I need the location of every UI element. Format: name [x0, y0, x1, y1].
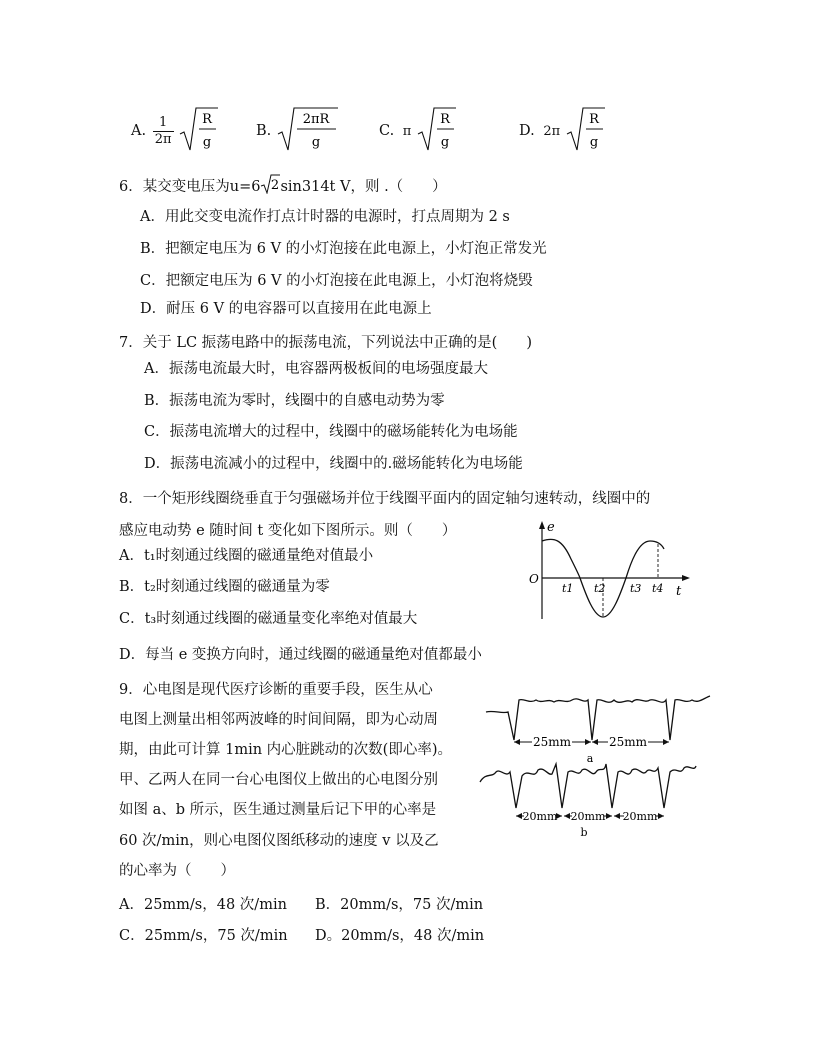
q9-line-7: 的心率为（ ）	[119, 863, 235, 879]
q7-option-a: A．振荡电流最大时，电容器两极板间的电场强度最大	[144, 361, 488, 377]
q7-option-d: D．振荡电流减小的过程中，线圈中的.磁场能转化为电场能	[144, 456, 523, 472]
radical-sign-icon	[276, 106, 340, 152]
fraction-numerator: 1	[153, 115, 174, 132]
q8-option-b: B．t₂时刻通过线圈的磁通量为零	[119, 579, 330, 595]
ecg-b-spacing-label: 20mm	[622, 810, 658, 823]
fraction	[153, 115, 174, 148]
q7-option-c: C．振荡电流增大的过程中，线圈中的磁场能转化为电场能	[144, 424, 518, 440]
q7-stem: 7．关于 LC 振荡电路中的振荡电流，下列说法中正确的是( )	[119, 335, 532, 351]
q6-option-a: A．用此交变电流作打点计时器的电源时，打点周期为 2 s	[140, 209, 510, 225]
ecg-b-spacing-label: 20mm	[570, 810, 606, 823]
radical-denominator: g	[589, 135, 598, 150]
q5-option-d	[519, 106, 605, 156]
q5-option-a	[131, 106, 218, 156]
ecg-a-caption: a	[586, 752, 594, 765]
q9-line-4: 甲、乙两人在同一台心电图仪上做出的心电图分别	[119, 772, 438, 788]
q9-line-6: 60 次/min，则心电图仪图纸移动的速度 v 以及乙	[119, 833, 439, 849]
q9-line-1: 9．心电图是现代医疗诊断的重要手段，医生从心	[119, 682, 433, 698]
q9-line-2: 电图上测量出相邻两波峰的时间间隔，即为心动周	[119, 712, 438, 728]
radical-value: 2	[271, 178, 280, 193]
q6-option-b: B．把额定电压为 6 V 的小灯泡接在此电源上，小灯泡正常发光	[140, 241, 547, 257]
radical-denominator: g	[202, 135, 212, 150]
radical-sign-icon	[416, 106, 456, 152]
coefficient: π	[402, 123, 412, 139]
radical-numerator: R	[440, 112, 450, 127]
q8-option-a: A．t₁时刻通过线圈的磁通量绝对值最小	[119, 548, 374, 564]
q9-line-3: 期，由此可计算 1min 内心脏跳动的次数(即心率)。	[119, 742, 452, 758]
graph-y-label: e	[547, 520, 555, 535]
ecg-b-caption: b	[580, 826, 588, 839]
radical-sign-icon	[565, 106, 605, 152]
ecg-chart-b	[478, 758, 700, 840]
graph-origin-label: O	[529, 572, 539, 586]
graph-tick-t2: t2	[594, 582, 606, 595]
ecg-chart-a	[484, 690, 714, 766]
q6-option-c: C．把额定电压为 6 V 的小灯泡接在此电源上，小灯泡将烧毁	[140, 273, 533, 289]
q7-option-b: B．振荡电流为零时，线圈中的自感电动势为零	[144, 393, 445, 409]
option-label: B.	[256, 123, 272, 139]
graph-tick-t3: t3	[630, 582, 642, 595]
q6-option-d: D．耐压 6 V 的电容器可以直接用在此电源上	[140, 301, 432, 317]
q8-option-c: C．t₃时刻通过线圈的磁通量变化率绝对值最大	[119, 611, 418, 627]
radical	[276, 106, 340, 156]
ecg-a-spacing-label: 25mm	[608, 735, 648, 749]
q9-option-b: B．20mm/s，75 次/min	[315, 897, 484, 913]
coefficient: 2π	[543, 123, 561, 139]
option-label: C.	[379, 123, 395, 139]
graph-x-label: t	[676, 584, 682, 599]
graph-tick-t1: t1	[562, 582, 574, 595]
radical	[260, 174, 280, 199]
radical-denominator: g	[311, 135, 321, 150]
radical-numerator: R	[588, 112, 599, 127]
radical	[565, 106, 605, 156]
radical	[178, 106, 218, 156]
q5-option-b	[256, 106, 340, 156]
q6-stem-start: 6．某交变电压为u=6	[119, 179, 261, 195]
q8-stem-line1: 8．一个矩形线圈绕垂直于匀强磁场并位于线圈平面内的固定轴匀速转动，线圈中的	[119, 491, 651, 507]
ecg-a-spacing-label: 25mm	[532, 735, 572, 749]
radical-sign-icon	[260, 174, 280, 194]
radical	[416, 106, 456, 156]
q9-option-d: D。20mm/s，48 次/min	[315, 928, 485, 944]
graph-tick-t4: t4	[652, 582, 664, 595]
radical-numerator: R	[202, 112, 213, 127]
q9-option-c: C．25mm/s，75 次/min	[119, 928, 288, 944]
option-label: D.	[519, 123, 535, 139]
q8-option-d: D．每当 e 变换方向时，通过线圈的磁通量绝对值都最小	[119, 647, 482, 663]
radical-denominator: g	[440, 135, 450, 150]
radical-sign-icon	[178, 106, 218, 152]
fraction-denominator: 2π	[154, 131, 172, 147]
q9-line-5: 如图 a、b 所示，医生通过测量后记下甲的心率是	[119, 802, 437, 818]
option-label: A.	[131, 123, 147, 139]
q6-stem-end: sin314t V，则 .（ ）	[280, 179, 447, 195]
ecg-b-spacing-label: 20mm	[522, 810, 558, 823]
q8-emf-graph	[524, 519, 692, 623]
q8-stem-line2: 感应电动势 e 随时间 t 变化如下图所示。则（ ）	[119, 523, 457, 539]
q5-option-c	[379, 106, 456, 156]
q6-stem	[119, 174, 447, 199]
radical-numerator: 2πR	[302, 112, 330, 127]
q9-option-a: A．25mm/s，48 次/min	[119, 897, 287, 913]
